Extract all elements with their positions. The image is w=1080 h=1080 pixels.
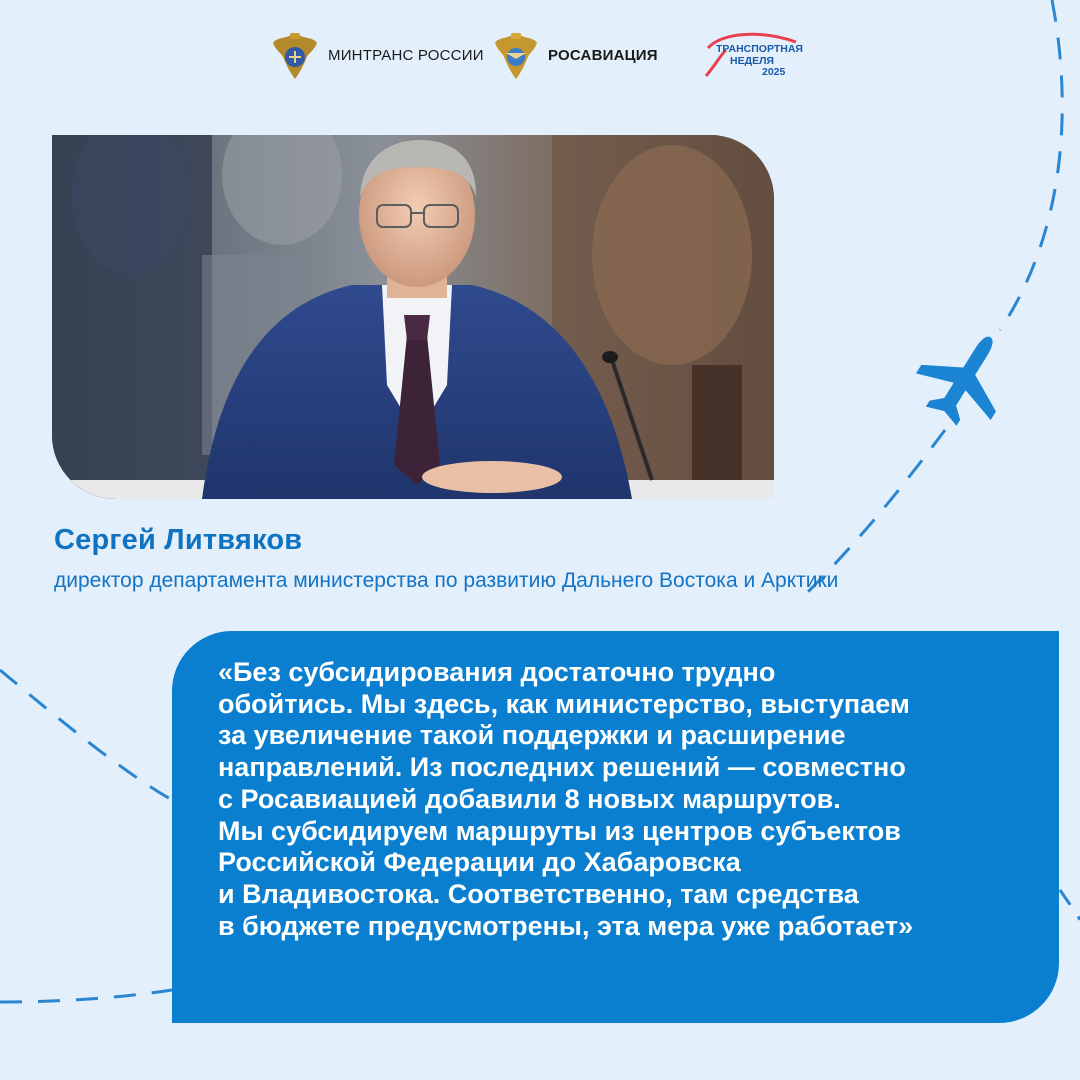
transport-week-logo: [702, 28, 812, 84]
logo-rosaviatsia-label: РОСАВИАЦИЯ: [548, 46, 658, 64]
quote-line: Российской Федерации до Хабаровска: [218, 847, 741, 878]
speaker-name: Сергей Литвяков: [54, 524, 303, 556]
speaker-photo-illustration: [52, 135, 774, 499]
transport-week-line-2: НЕДЕЛЯ: [730, 55, 774, 67]
speaker-photo: [52, 135, 774, 499]
quote-line: с Росавиацией добавили 8 новых маршрутов.: [218, 783, 841, 814]
quote-line: обойтись. Мы здесь, как министерство, выступаем: [218, 688, 910, 719]
emblem-rosaviatsia-icon: [492, 29, 540, 81]
logo-rosaviatsia: [492, 26, 658, 84]
quote-text: [218, 657, 1039, 942]
quote-line: Мы субсидируем маршруты из центров субъектов: [218, 815, 901, 846]
transport-week-line-3: 2025: [762, 66, 786, 78]
airplane-icon: [904, 314, 1028, 440]
logo-mintrans-label: МИНТРАНС РОССИИ: [328, 46, 484, 64]
logo-mintrans: [270, 26, 484, 84]
transport-week-line-1: ТРАНСПОРТНАЯ: [716, 43, 803, 55]
quote-line: направлений. Из последних решений — совместно: [218, 752, 906, 783]
quote-line: в бюджете предусмотрены, эта мера уже работает»: [218, 910, 914, 941]
quote-line: за увеличение такой поддержки и расширение: [218, 720, 846, 751]
emblem-mintrans-icon: [270, 29, 320, 81]
header-logos: [270, 26, 810, 84]
speaker-position: директор департамента министерства по развитию Дальнего Востока и Арктики: [54, 569, 839, 592]
quote-box: [172, 631, 1059, 1023]
quote-line: и Владивостока. Соответственно, там средства: [218, 878, 859, 909]
quote-line: «Без субсидирования достаточно трудно: [218, 657, 776, 687]
